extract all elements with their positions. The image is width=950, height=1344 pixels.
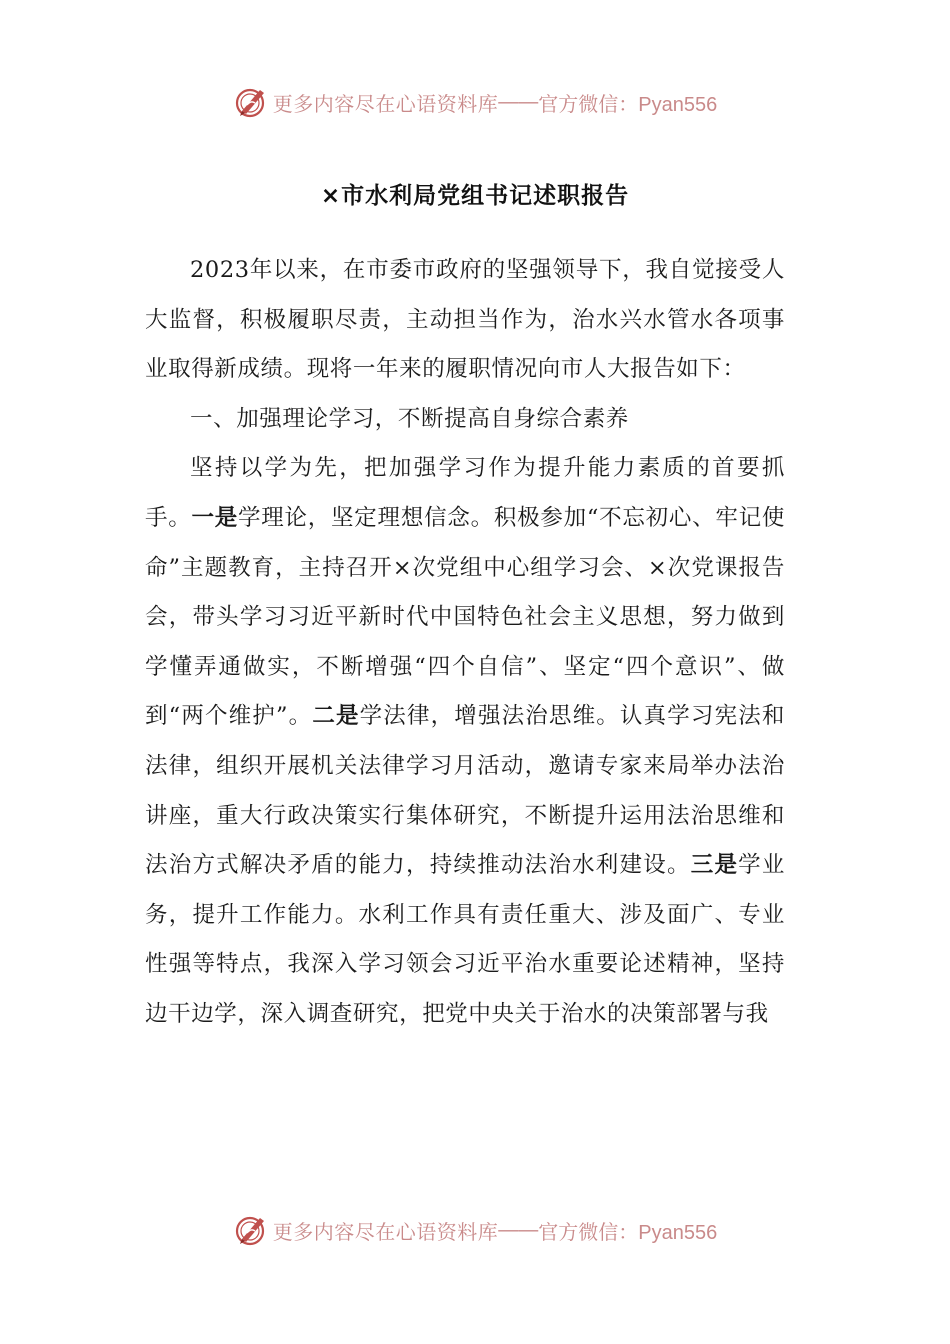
- banner-text: 更多内容尽在心语资料库: [272, 1219, 499, 1244]
- intro-paragraph: 2023年以来，在市委市政府的坚强领导下，我自觉接受人大监督，积极履职尽责，主动担当作为，治水兴水管水各项事业取得新成绩。现将一年来的履职情况向市人大报告如下：: [145, 257, 785, 383]
- header-banner: [0, 80, 950, 124]
- point-label: 一是: [191, 504, 239, 531]
- pen-circle-logo-icon: [233, 84, 269, 120]
- document-body: [145, 246, 785, 1040]
- section-heading: 一、加强理论学习，不断提高自身综合素养: [190, 405, 629, 432]
- banner-separator: ——: [498, 1218, 539, 1241]
- banner-contact: 官方微信：Pyan556: [538, 1221, 718, 1244]
- point-label: 二是: [312, 703, 360, 730]
- point-text: 学理论，坚定理想信念。积极参加“不忘初心、牢记使命”主题教育，主持召开×次党组中心组学习会、×次党课报告会，带头学习习近平新时代中国特色社会主义思想，努力做到学懂弄通做实，不断增强“四个自信”、坚定“四个意识”、做到“两个维护”。: [145, 504, 786, 730]
- banner-text: 更多内容尽在心语资料库: [272, 91, 499, 116]
- banner-separator: ——: [498, 90, 539, 113]
- banner-contact: 官方微信：Pyan556: [538, 93, 718, 116]
- section-paragraph: [145, 444, 785, 1039]
- point-label: 三是: [690, 852, 739, 879]
- document-title: ×市水利局党组书记述职报告: [320, 183, 630, 209]
- section-lead: 坚持以学为先，把加强学习作为提升能力素质的首要抓手。: [145, 455, 785, 531]
- point-text: 学业务，提升工作能力。水利工作具有责任重大、涉及面广、专业性强等特点，我深入学习领会习近平治水重要论述精神，坚持边干边学，深入调查研究，把党中央关于治水的决策部署与我: [145, 852, 785, 1027]
- pen-circle-logo-icon: [233, 1212, 269, 1248]
- footer-banner: [0, 1208, 950, 1252]
- point-text: 学法律，增强法治思维。认真学习宪法和法律，组织开展机关法律学习月活动，邀请专家来局举办法治讲座，重大行政决策实行集体研究，不断提升运用法治思维和法治方式解决矛盾的能力，持续推动法治水利建设。: [145, 703, 785, 879]
